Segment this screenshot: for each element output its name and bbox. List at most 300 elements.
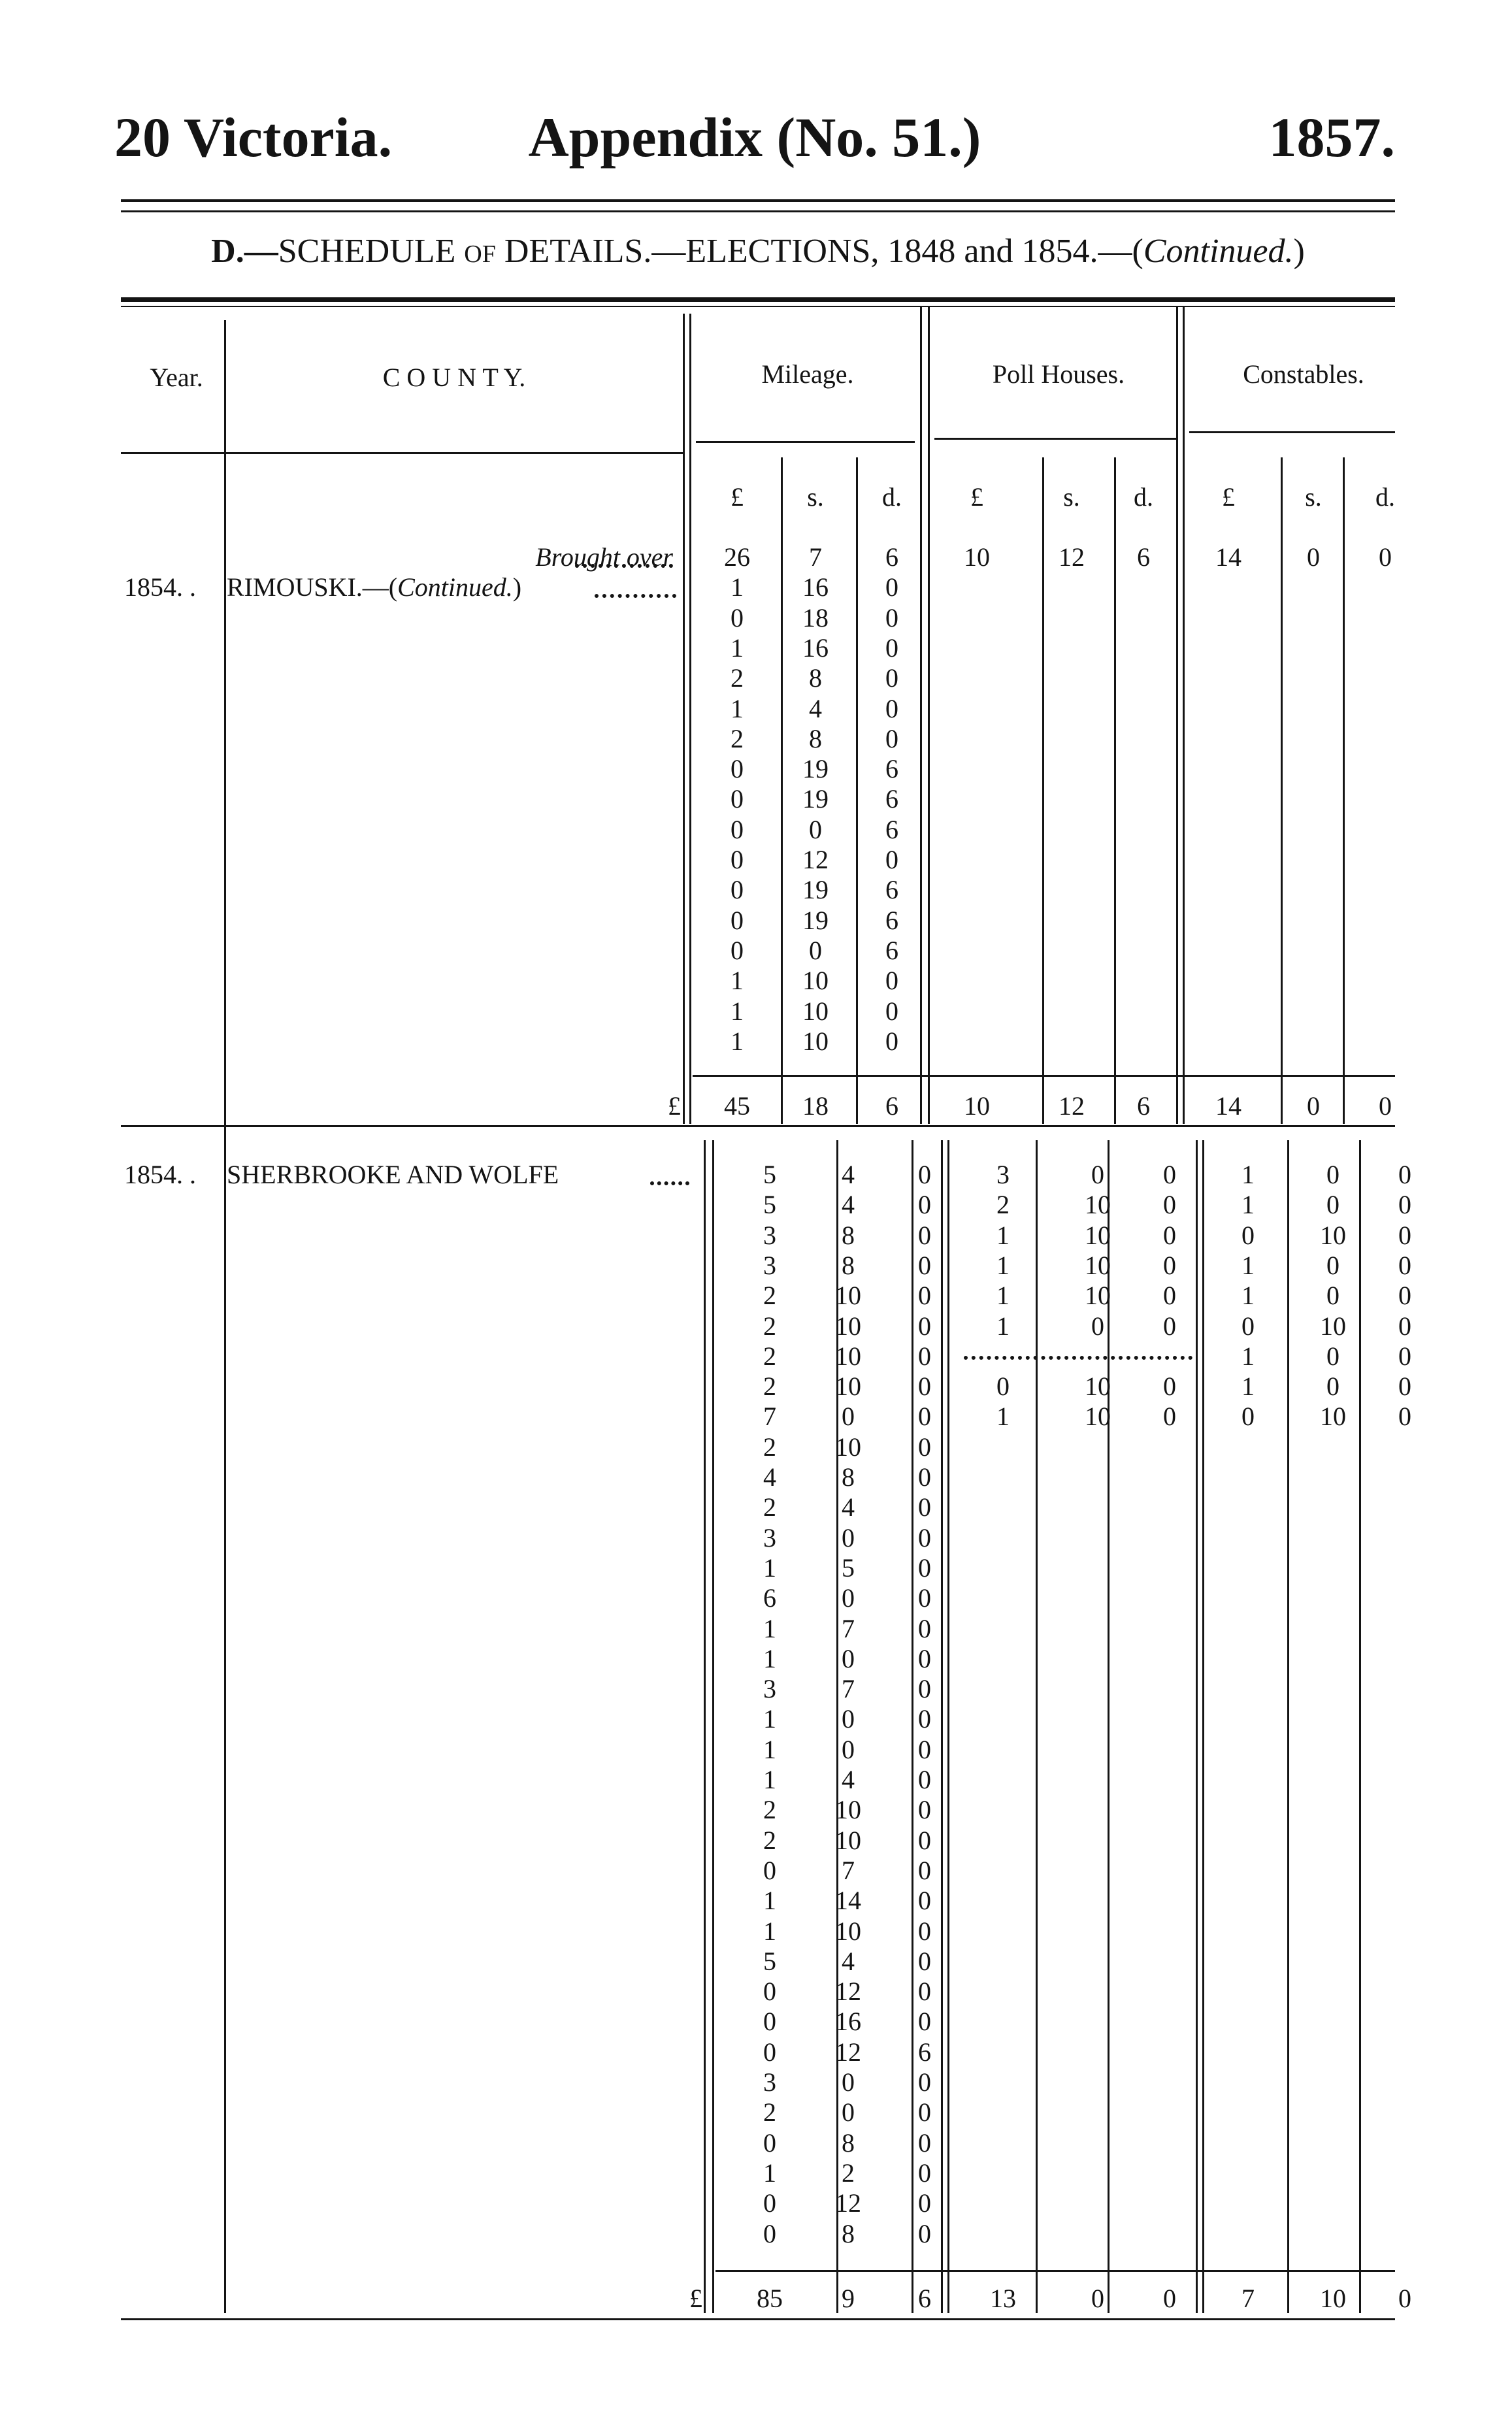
section2-poll-leader xyxy=(964,1356,1192,1360)
vline-mileage-sd xyxy=(856,457,858,1124)
section2-leader xyxy=(650,1181,689,1185)
section2-total-pound-sign: £ xyxy=(689,2284,702,2313)
section2-mileage-cell: 3 xyxy=(763,1250,776,1280)
section2-mileage-cell: 0 xyxy=(918,1402,931,1432)
section1-total-mileage: 18 xyxy=(802,1091,829,1121)
section1-mileage-cell: 1 xyxy=(731,996,744,1026)
section2-poll-cell: 1 xyxy=(996,1250,1010,1280)
section2-mileage-cell: 1 xyxy=(763,2158,776,2188)
section2-mileage-cell: 2 xyxy=(842,2158,855,2188)
section2-mileage-cell: 0 xyxy=(918,1825,931,1855)
section2-constables-cell: 0 xyxy=(1398,1250,1411,1280)
section2-mileage-cell: 0 xyxy=(763,2218,776,2248)
section1-mileage-cell: 0 xyxy=(885,1026,898,1056)
section2-mileage-cell: 4 xyxy=(842,1765,855,1794)
section2-poll-cell: 1 xyxy=(996,1220,1010,1250)
section1-mileage-cell: 19 xyxy=(802,784,829,814)
rule-above-total-2 xyxy=(715,2270,1395,2272)
section2-mileage-cell: 0 xyxy=(918,1462,931,1492)
section2-poll-cell: 0 xyxy=(1163,1160,1176,1189)
section1-mileage-cell: 0 xyxy=(885,845,898,874)
vline-const-sd-2 xyxy=(1359,1140,1361,2313)
section2-total-poll: 13 xyxy=(990,2284,1016,2313)
section1-mileage-cell: 10 xyxy=(802,1026,829,1056)
section2-mileage-cell: 0 xyxy=(918,1795,931,1825)
section2-year: 1854. . xyxy=(124,1160,196,1189)
section1-mileage-cell: 6 xyxy=(885,875,898,905)
section2-mileage-cell: 0 xyxy=(763,2007,776,2037)
section1-mileage-cell: 0 xyxy=(885,632,898,663)
header-rule-top xyxy=(121,199,1395,202)
rule-under-mileage xyxy=(696,441,915,443)
section1-total-pound-sign: £ xyxy=(668,1091,681,1121)
col-constables-heading: Constables. xyxy=(1243,359,1364,389)
vline-mileage-poll-4 xyxy=(947,1140,949,2313)
section2-mileage-cell: 0 xyxy=(918,2007,931,2037)
section1-total-mileage: 6 xyxy=(885,1091,898,1121)
brought-over-label: Brought over xyxy=(535,542,673,572)
section2-poll-cell: 10 xyxy=(1085,1250,1111,1280)
section2-poll-cell: 10 xyxy=(1085,1281,1111,1311)
section1-total-poll: 10 xyxy=(964,1091,990,1121)
section1-mileage-cell: 6 xyxy=(885,784,898,814)
section2-mileage-cell: 8 xyxy=(842,1220,855,1250)
section1-constables-cell: 0 xyxy=(1307,542,1320,572)
pound-heading: £ xyxy=(731,482,744,512)
col-county-heading: C O U N T Y. xyxy=(382,363,526,392)
section1-mileage-cell: 1 xyxy=(731,572,744,602)
section1-mileage-cell: 1 xyxy=(731,966,744,996)
shilling-heading: s. xyxy=(1305,482,1322,512)
section1-mileage-cell: 10 xyxy=(802,966,829,996)
schedule-letter: D.— xyxy=(211,233,278,270)
section1-mileage-cell: 18 xyxy=(802,602,829,632)
section1-mileage-cell: 0 xyxy=(885,996,898,1026)
rule-end-table xyxy=(121,2318,1395,2320)
section1-mileage-cell: 16 xyxy=(802,572,829,602)
section1-mileage-cell: 0 xyxy=(885,602,898,632)
section1-total-mileage: 45 xyxy=(724,1091,750,1121)
pound-heading: £ xyxy=(1222,482,1235,512)
section1-mileage-cell: 6 xyxy=(885,542,898,572)
section2-poll-cell: 10 xyxy=(1085,1372,1111,1402)
vline-poll-sd xyxy=(1114,457,1116,1124)
caption-of: OF xyxy=(464,240,496,268)
section2-mileage-cell: 0 xyxy=(918,1674,931,1704)
section2-mileage-cell: 6 xyxy=(763,1583,776,1613)
section2-mileage-cell: 0 xyxy=(763,2037,776,2067)
section2-total-mileage: 85 xyxy=(757,2284,783,2313)
section2-mileage-cell: 3 xyxy=(763,1674,776,1704)
rule-end-section-1 xyxy=(121,1125,1395,1127)
section2-constables-cell: 1 xyxy=(1241,1190,1255,1220)
section2-constables-cell: 0 xyxy=(1326,1341,1339,1371)
section2-mileage-cell: 2 xyxy=(763,1825,776,1855)
section2-poll-cell: 0 xyxy=(1091,1311,1104,1341)
section2-poll-cell: 10 xyxy=(1085,1402,1111,1432)
section1-total-constables: 0 xyxy=(1379,1091,1392,1121)
section2-mileage-cell: 8 xyxy=(842,1250,855,1280)
section2-mileage-cell: 8 xyxy=(842,2218,855,2248)
section1-mileage-cell: 0 xyxy=(731,784,744,814)
section2-constables-cell: 0 xyxy=(1398,1281,1411,1311)
section2-poll-cell: 2 xyxy=(996,1190,1010,1220)
section2-mileage-cell: 0 xyxy=(918,2097,931,2128)
section2-poll-cell: 10 xyxy=(1085,1220,1111,1250)
caption-part1: SCHEDULE xyxy=(278,233,456,270)
section2-mileage-cell: 0 xyxy=(918,1552,931,1583)
section1-mileage-cell: 19 xyxy=(802,905,829,935)
section2-mileage-cell: 5 xyxy=(842,1552,855,1583)
section2-mileage-cell: 1 xyxy=(763,1886,776,1916)
section1-total-constables: 0 xyxy=(1307,1091,1320,1121)
caption-part2: DETAILS.—ELECTIONS, 1848 and 1854.—( xyxy=(504,233,1143,270)
section2-mileage-cell: 7 xyxy=(842,1613,855,1643)
section2-mileage-cell: 0 xyxy=(918,2128,931,2158)
section2-mileage-cell: 1 xyxy=(763,1643,776,1673)
section2-mileage-cell: 4 xyxy=(763,1462,776,1492)
section2-constables-cell: 0 xyxy=(1241,1311,1255,1341)
section2-mileage-cell: 2 xyxy=(763,2097,776,2128)
section2-mileage-cell: 1 xyxy=(763,1916,776,1946)
section2-mileage-cell: 2 xyxy=(763,1372,776,1402)
section2-mileage-cell: 4 xyxy=(842,1190,855,1220)
section2-mileage-cell: 0 xyxy=(918,1341,931,1371)
section2-constables-cell: 0 xyxy=(1398,1190,1411,1220)
section2-poll-cell: 10 xyxy=(1085,1190,1111,1220)
section2-mileage-cell: 2 xyxy=(763,1492,776,1522)
section1-continued: Continued. xyxy=(397,572,513,602)
section2-total-poll: 0 xyxy=(1163,2284,1176,2313)
section2-constables-cell: 0 xyxy=(1398,1372,1411,1402)
caption-close: ) xyxy=(1293,233,1305,270)
section2-mileage-cell: 1 xyxy=(763,1734,776,1764)
section2-mileage-cell: 0 xyxy=(842,2067,855,2097)
col-year-heading: Year. xyxy=(150,363,203,392)
section2-constables-cell: 10 xyxy=(1320,1220,1346,1250)
section2-poll-cell: 0 xyxy=(1163,1402,1176,1432)
section1-mileage-cell: 0 xyxy=(731,905,744,935)
section2-poll-cell: 0 xyxy=(1163,1250,1176,1280)
section2-mileage-cell: 8 xyxy=(842,1462,855,1492)
section1-poll-cell: 10 xyxy=(964,542,990,572)
section2-mileage-cell: 4 xyxy=(842,1492,855,1522)
section2-mileage-cell: 0 xyxy=(918,1250,931,1280)
section2-mileage-cell: 0 xyxy=(918,1613,931,1643)
section2-total-mileage: 9 xyxy=(842,2284,855,2313)
section2-mileage-cell: 0 xyxy=(842,1704,855,1734)
section2-county: SHERBROOKE AND WOLFE xyxy=(227,1160,559,1189)
vline-poll-ls xyxy=(1042,457,1044,1124)
section2-constables-cell: 10 xyxy=(1320,1311,1346,1341)
section2-total-constables: 7 xyxy=(1241,2284,1255,2313)
section2-poll-cell: 0 xyxy=(1163,1220,1176,1250)
section2-mileage-cell: 3 xyxy=(763,2067,776,2097)
section2-mileage-cell: 0 xyxy=(763,2188,776,2218)
section2-constables-cell: 0 xyxy=(1326,1250,1339,1280)
section2-constables-cell: 0 xyxy=(1398,1220,1411,1250)
section1-mileage-cell: 0 xyxy=(885,966,898,996)
vline-const-ls-2 xyxy=(1287,1140,1289,2313)
section2-mileage-cell: 1 xyxy=(763,1704,776,1734)
schedule-table xyxy=(121,307,1411,2313)
section2-mileage-cell: 0 xyxy=(918,1916,931,1946)
section1-mileage-cell: 0 xyxy=(885,723,898,753)
section2-mileage-cell: 0 xyxy=(918,2188,931,2218)
section2-mileage-cell: 0 xyxy=(918,1372,931,1402)
section2-constables-cell: 1 xyxy=(1241,1281,1255,1311)
section1-mileage-cell: 0 xyxy=(809,935,822,965)
section2-poll-cell: 3 xyxy=(996,1160,1010,1189)
caption-rule-thick xyxy=(121,297,1395,302)
appendix-title: Appendix (No. 51.) xyxy=(528,106,981,169)
section2-total-mileage: 6 xyxy=(918,2284,931,2313)
header-rule-bottom xyxy=(121,210,1395,212)
section2-mileage-cell: 0 xyxy=(918,1492,931,1522)
section2-mileage-cell: 5 xyxy=(763,1160,776,1189)
section1-mileage-cell: 1 xyxy=(731,693,744,723)
section2-mileage-cell: 10 xyxy=(835,1372,861,1402)
vline-year-county xyxy=(224,320,226,2313)
section1-mileage-cell: 10 xyxy=(802,996,829,1026)
section2-mileage-cell: 0 xyxy=(918,1281,931,1311)
section2-poll-cell: 0 xyxy=(1091,1160,1104,1189)
section2-mileage-cell: 8 xyxy=(842,2128,855,2158)
section1-mileage-cell: 12 xyxy=(802,845,829,874)
section1-mileage-cell: 16 xyxy=(802,632,829,663)
section2-mileage-cell: 5 xyxy=(763,1190,776,1220)
section2-mileage-cell: 0 xyxy=(918,1190,931,1220)
vline-poll-ls-2 xyxy=(1036,1140,1038,2313)
section1-mileage-cell: 6 xyxy=(885,814,898,844)
section1-mileage-cell: 4 xyxy=(809,693,822,723)
vline-mileage-poll-2 xyxy=(928,307,930,1124)
schedule-caption xyxy=(118,225,1398,278)
section2-mileage-cell: 0 xyxy=(842,2097,855,2128)
brought-over-leader xyxy=(575,564,673,568)
rule-above-total-1 xyxy=(693,1075,1395,1077)
section2-mileage-cell: 10 xyxy=(835,1916,861,1946)
section1-mileage-cell: 0 xyxy=(885,693,898,723)
section2-constables-cell: 0 xyxy=(1326,1160,1339,1189)
penny-heading: d. xyxy=(1375,482,1395,512)
rule-under-poll xyxy=(934,438,1176,440)
section2-constables-cell: 0 xyxy=(1398,1160,1411,1189)
section2-mileage-cell: 10 xyxy=(835,1795,861,1825)
section2-mileage-cell: 7 xyxy=(842,1674,855,1704)
section2-mileage-cell: 14 xyxy=(835,1886,861,1916)
section1-close: ) xyxy=(512,572,522,602)
section1-mileage-cell: 0 xyxy=(731,845,744,874)
section2-mileage-cell: 4 xyxy=(842,1160,855,1189)
vline-mileage-poll xyxy=(920,307,922,1124)
section2-mileage-cell: 3 xyxy=(763,1220,776,1250)
section2-mileage-cell: 10 xyxy=(835,1825,861,1855)
section1-leader xyxy=(595,594,676,598)
section1-mileage-cell: 7 xyxy=(809,542,822,572)
section2-poll-cell: 1 xyxy=(996,1281,1010,1311)
section2-mileage-cell: 6 xyxy=(918,2037,931,2067)
section1-mileage-cell: 6 xyxy=(885,935,898,965)
section1-mileage-cell: 0 xyxy=(885,572,898,602)
vline-const-sd xyxy=(1343,457,1345,1124)
section1-mileage-cell: 8 xyxy=(809,663,822,693)
section2-mileage-cell: 1 xyxy=(763,1765,776,1794)
section2-mileage-cell: 10 xyxy=(835,1341,861,1371)
section2-mileage-cell: 16 xyxy=(835,2007,861,2037)
section2-poll-cell: 0 xyxy=(1163,1372,1176,1402)
section2-mileage-cell: 0 xyxy=(842,1734,855,1764)
section1-mileage-cell: 8 xyxy=(809,723,822,753)
section2-mileage-cell: 7 xyxy=(763,1402,776,1432)
section2-mileage-cell: 0 xyxy=(918,1765,931,1794)
rule-under-header-county xyxy=(121,452,683,454)
penny-heading: d. xyxy=(1134,482,1153,512)
section1-mileage-cell: 26 xyxy=(724,542,750,572)
page-header xyxy=(114,98,1395,189)
section2-mileage-cell: 10 xyxy=(835,1281,861,1311)
section1-total-poll: 12 xyxy=(1059,1091,1085,1121)
section2-mileage-cell: 0 xyxy=(918,1220,931,1250)
pound-heading: £ xyxy=(970,482,983,512)
section2-mileage-cell: 12 xyxy=(835,2188,861,2218)
section1-mileage-cell: 19 xyxy=(802,875,829,905)
section2-constables-cell: 1 xyxy=(1241,1250,1255,1280)
section2-mileage-cell: 0 xyxy=(918,1855,931,1885)
section2-mileage-cell: 0 xyxy=(918,2158,931,2188)
section1-mileage-cell: 0 xyxy=(731,875,744,905)
vline-county-mileage-1 xyxy=(683,314,685,1124)
year-label: 1857. xyxy=(1268,106,1395,169)
section2-constables-cell: 10 xyxy=(1320,1402,1346,1432)
vline-poll-const-4 xyxy=(1202,1140,1204,2313)
section2-mileage-cell: 2 xyxy=(763,1341,776,1371)
section2-mileage-cell: 12 xyxy=(835,2037,861,2067)
section1-mileage-cell: 0 xyxy=(731,814,744,844)
section2-mileage-cell: 0 xyxy=(763,2128,776,2158)
section2-constables-cell: 0 xyxy=(1398,1341,1411,1371)
section2-mileage-cell: 0 xyxy=(842,1402,855,1432)
section2-mileage-cell: 0 xyxy=(918,1886,931,1916)
vline-const-ls xyxy=(1281,457,1283,1124)
section2-total-poll: 0 xyxy=(1091,2284,1104,2313)
col-poll-heading: Poll Houses. xyxy=(992,359,1125,389)
section2-mileage-cell: 0 xyxy=(842,1583,855,1613)
section2-mileage-cell: 10 xyxy=(835,1432,861,1462)
section1-total-poll: 6 xyxy=(1137,1091,1150,1121)
section2-total-constables: 0 xyxy=(1398,2284,1411,2313)
section2-mileage-cell: 0 xyxy=(842,1643,855,1673)
section2-poll-cell: 0 xyxy=(1163,1311,1176,1341)
section2-mileage-cell: 12 xyxy=(835,1977,861,2007)
section2-constables-cell: 0 xyxy=(1398,1402,1411,1432)
section2-mileage-cell: 7 xyxy=(842,1855,855,1885)
section2-mileage-cell: 0 xyxy=(918,1946,931,1976)
section1-county: RIMOUSKI.—(Continued.) xyxy=(227,572,522,602)
section1-mileage-cell: 6 xyxy=(885,754,898,784)
section2-mileage-cell: 0 xyxy=(918,2067,931,2097)
section1-mileage-cell: 1 xyxy=(731,1026,744,1056)
section2-constables-cell: 1 xyxy=(1241,1160,1255,1189)
section2-mileage-cell: 0 xyxy=(763,1855,776,1885)
session-label: 20 Victoria. xyxy=(114,106,393,169)
section2-mileage-cell: 0 xyxy=(918,1522,931,1552)
vline-county-mileage-2 xyxy=(689,314,691,1124)
section2-mileage-cell: 0 xyxy=(918,1977,931,2007)
caption-continued: Continued. xyxy=(1143,233,1294,270)
section2-mileage-cell: 0 xyxy=(763,1977,776,2007)
section2-mileage-cell: 0 xyxy=(842,1522,855,1552)
penny-heading: d. xyxy=(882,482,902,512)
vline-mileage-ls xyxy=(781,457,783,1124)
section1-mileage-cell: 0 xyxy=(731,935,744,965)
section2-constables-cell: 1 xyxy=(1241,1341,1255,1371)
section1-mileage-cell: 0 xyxy=(731,754,744,784)
section2-mileage-cell: 2 xyxy=(763,1281,776,1311)
section2-constables-cell: 0 xyxy=(1326,1372,1339,1402)
shilling-heading: s. xyxy=(807,482,824,512)
section2-constables-cell: 0 xyxy=(1326,1190,1339,1220)
section1-constables-cell: 0 xyxy=(1379,542,1392,572)
section2-constables-cell: 0 xyxy=(1241,1402,1255,1432)
section2-mileage-cell: 3 xyxy=(763,1522,776,1552)
section2-poll-cell: 0 xyxy=(996,1372,1010,1402)
section1-mileage-cell: 19 xyxy=(802,754,829,784)
section2-constables-cell: 0 xyxy=(1398,1311,1411,1341)
section2-mileage-cell: 2 xyxy=(763,1432,776,1462)
section2-mileage-cell: 0 xyxy=(918,1160,931,1189)
vline-poll-const-2 xyxy=(1183,307,1185,1124)
vline-county-mileage-4 xyxy=(712,1140,714,2313)
section2-constables-cell: 1 xyxy=(1241,1372,1255,1402)
section2-mileage-cell: 0 xyxy=(918,1311,931,1341)
section2-poll-cell: 0 xyxy=(1163,1190,1176,1220)
section2-mileage-cell: 0 xyxy=(918,1704,931,1734)
section2-mileage-cell: 0 xyxy=(918,2218,931,2248)
section1-mileage-cell: 2 xyxy=(731,663,744,693)
section1-mileage-cell: 6 xyxy=(885,905,898,935)
section2-poll-cell: 0 xyxy=(1163,1281,1176,1311)
section1-mileage-cell: 0 xyxy=(809,814,822,844)
section2-mileage-cell: 1 xyxy=(763,1613,776,1643)
section1-year: 1854. . xyxy=(124,572,196,602)
section2-mileage-cell: 2 xyxy=(763,1311,776,1341)
section2-poll-cell: 1 xyxy=(996,1311,1010,1341)
section2-total-constables: 10 xyxy=(1320,2284,1346,2313)
section2-constables-cell: 0 xyxy=(1326,1281,1339,1311)
section2-mileage-cell: 2 xyxy=(763,1795,776,1825)
section2-mileage-cell: 0 xyxy=(918,1734,931,1764)
section2-mileage-cell: 1 xyxy=(763,1552,776,1583)
section1-constables-cell: 14 xyxy=(1215,542,1241,572)
vline-poll-const xyxy=(1176,307,1178,1124)
col-mileage-heading: Mileage. xyxy=(761,359,854,389)
section2-constables-cell: 0 xyxy=(1241,1220,1255,1250)
section1-total-constables: 14 xyxy=(1215,1091,1241,1121)
section1-mileage-cell: 2 xyxy=(731,723,744,753)
section1-mileage-cell: 1 xyxy=(731,632,744,663)
section2-mileage-cell: 0 xyxy=(918,1643,931,1673)
section2-poll-cell: 1 xyxy=(996,1402,1010,1432)
shilling-heading: s. xyxy=(1063,482,1080,512)
vline-county-mileage-3 xyxy=(704,1140,706,2313)
section2-mileage-cell: 0 xyxy=(918,1432,931,1462)
rule-under-constables xyxy=(1189,431,1395,433)
section1-poll-cell: 6 xyxy=(1137,542,1150,572)
section2-mileage-cell: 0 xyxy=(918,1583,931,1613)
section2-mileage-cell: 4 xyxy=(842,1946,855,1976)
section1-mileage-cell: 0 xyxy=(731,602,744,632)
